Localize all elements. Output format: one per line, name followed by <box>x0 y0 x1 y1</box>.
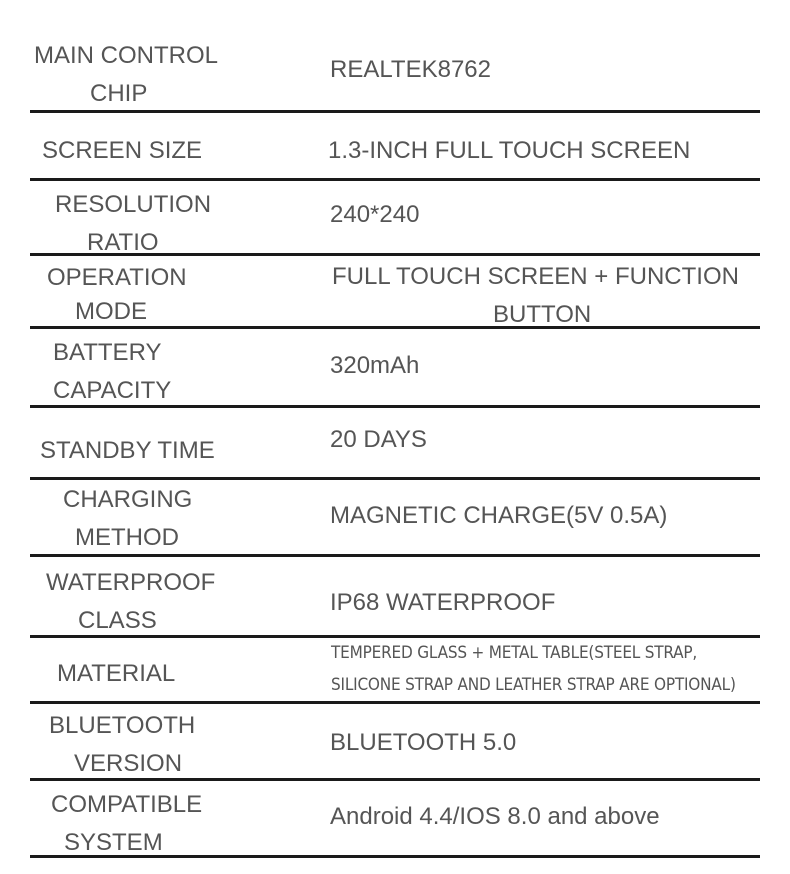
spec-value-operation-mode-line1: FULL TOUCH SCREEN + FUNCTION <box>332 263 739 290</box>
spec-label-battery-capacity-line1: BATTERY <box>53 339 162 366</box>
spec-label-resolution-ratio-line1: RESOLUTION <box>55 191 212 218</box>
spec-value-resolution-ratio: 240*240 <box>330 201 420 228</box>
spec-label-bluetooth-version-line1: BLUETOOTH <box>49 712 196 739</box>
spec-value-screen-size: 1.3-INCH FULL TOUCH SCREEN <box>328 137 691 164</box>
spec-value-standby-time: 20 DAYS <box>330 426 427 453</box>
spec-label-operation-mode-line2: MODE <box>75 298 147 325</box>
spec-label-main-control-chip-line1: MAIN CONTROL <box>34 42 219 69</box>
spec-label-battery-capacity-line2: CAPACITY <box>53 377 172 404</box>
spec-value-charging-method: MAGNETIC CHARGE(5V 0.5A) <box>330 502 668 529</box>
spec-value-waterproof-class: IP68 WATERPROOF <box>330 589 556 616</box>
spec-value-operation-mode-line2: BUTTON <box>493 301 592 328</box>
spec-value-material-line2: SILICONE STRAP AND LEATHER STRAP ARE OPTIONAL) <box>331 675 736 695</box>
spec-label-material: MATERIAL <box>57 660 176 687</box>
spec-value-material-line1: TEMPERED GLASS + METAL TABLE(STEEL STRAP, <box>331 643 698 663</box>
spec-label-charging-method-line1: CHARGING <box>63 486 193 513</box>
spec-label-waterproof-class-line2: CLASS <box>78 607 157 634</box>
spec-value-bluetooth-version: BLUETOOTH 5.0 <box>330 729 517 756</box>
spec-label-compatible-system-line1: COMPATIBLE <box>51 791 203 818</box>
spec-label-compatible-system-line2: SYSTEM <box>64 829 163 856</box>
spec-label-bluetooth-version-line2: VERSION <box>74 750 183 777</box>
spec-label-waterproof-class-line1: WATERPROOF <box>46 569 216 596</box>
spec-label-resolution-ratio-line2: RATIO <box>87 229 159 256</box>
spec-value-compatible-system: Android 4.4/IOS 8.0 and above <box>330 803 660 830</box>
spec-value-main-control-chip: REALTEK8762 <box>330 56 491 83</box>
spec-label-operation-mode-line1: OPERATION <box>47 264 187 291</box>
spec-label-charging-method-line2: METHOD <box>75 524 179 551</box>
spec-label-standby-time: STANDBY TIME <box>40 437 215 464</box>
spec-label-screen-size: SCREEN SIZE <box>42 137 203 164</box>
spec-label-main-control-chip-line2: CHIP <box>90 80 148 107</box>
spec-value-battery-capacity: 320mAh <box>330 352 420 379</box>
